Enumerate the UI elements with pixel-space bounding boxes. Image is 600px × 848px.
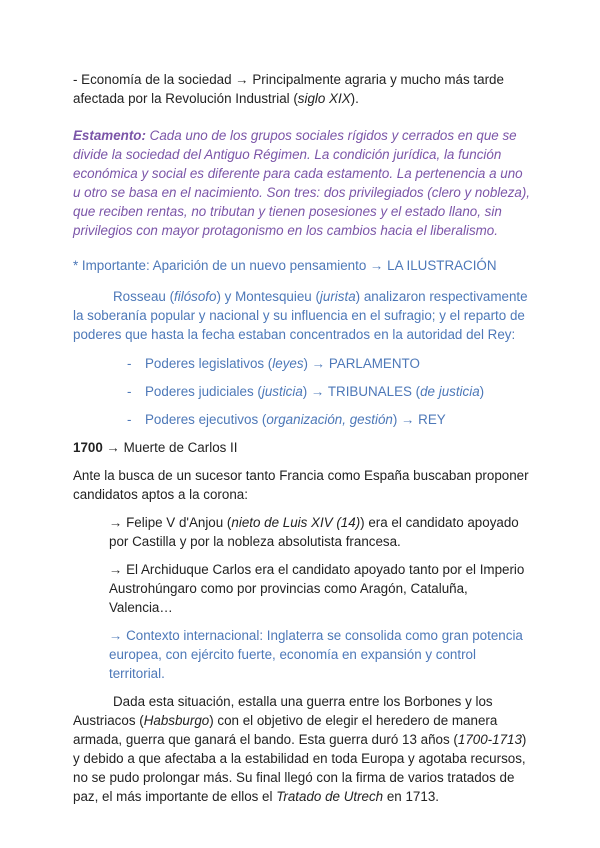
estamento-term: Estamento: [73,128,146,143]
text-span: Poderes ejecutivos ( [145,412,267,427]
text-span: ) con el objetivo de elegir el heredero de manera armada, guerra que ganará el bando. Esta guerra duró 13 años ( [73,713,498,747]
text-span: ) → PARLAMENTO [303,356,420,371]
text-span: ) era el candidato apoyado por Castilla y por la nobleza absolutista francesa. [109,515,519,549]
text-span: ) [479,384,485,399]
bullet-dash: - [127,384,132,399]
sucesor-paragraph: Ante la busca de un sucesor tanto Francia como España buscaban proponer candidatos aptos a la corona: [73,468,529,502]
list-item [73,354,533,373]
italic-span: de justicia [420,384,480,399]
text-span: Dada esta situación, estalla una guerra entre los Borbones y los Austriacos ( [73,694,493,728]
list-item [73,410,533,429]
text-span: ) → REY [392,412,446,427]
document-page [73,70,533,806]
italic-span: 1700-1713 [457,732,522,747]
guerra-paragraph [73,692,533,806]
text-span: Rosseau ( [113,289,175,304]
estamento-text: Cada uno de los grupos sociales rígidos y cerrados en que se divide la sociedad del Antiguo Régimen. La condición jurídica, la función económica y social es diferente para cada estamento. La pertenencia a uno u otro se basa en el nacimiento. Son tres: dos privilegiados (clero y nobleza), que reciben rentas, no tributan y tienen posesiones y el estado llano, sin privilegios con mayor protagonismo en los cambios hacia el liberalismo. [73,128,531,238]
text-span: ) analizaron respectivamente la soberanía popular y nacional y su influencia en el sufragio; y el reparto de poderes que hasta la fecha estaban concentrados en la autoridad del Rey: [73,289,528,342]
text-span: ) y Montesquieu ( [216,289,320,304]
italic-span: justicia [261,384,303,399]
list-item [73,382,533,401]
economia-paragraph [73,70,533,108]
italic-span: nieto de Luis XIV (14) [231,515,361,530]
italic-span: jurista [319,289,356,304]
text-span: ). [350,91,359,106]
year-number: 1700 [73,440,103,455]
text-span: ) → TRIBUNALES ( [302,384,421,399]
estamento-definition [73,126,533,240]
bullet-dash: - [127,412,132,427]
text-span: ) y debido a que afectaba a la estabilidad en toda Europa y agotaba recursos, no se pudo prolongar más. Su final llegó con la firma de varios tratados de paz, el más importante de ellos el [73,732,527,804]
text-span: → Muerte de Carlos II [102,440,238,455]
italic-span: filósofo [174,289,217,304]
text-span: Poderes legislativos ( [145,356,273,371]
italic-span: siglo XIX [297,91,351,106]
felipe-paragraph [73,513,533,551]
importante-note: * Importante: Aparición de un nuevo pensamiento → LA ILUSTRACIÓN [73,258,497,273]
text-span: Poderes judiciales ( [145,384,262,399]
italic-span: Tratado de Utrech [276,789,384,804]
italic-span: Habsburgo [143,713,210,728]
text-span: en 1713. [383,789,439,804]
ilustracion-paragraph [73,287,533,344]
archiduque-paragraph: → El Archiduque Carlos era el candidato apoyado tanto por el Imperio Austrohúngaro como por provincias como Aragón, Cataluña, Valencia… [109,562,525,615]
text-span: → Felipe V d'Anjou ( [109,515,232,530]
year-heading [73,438,533,457]
contexto-paragraph: → Contexto internacional: Inglaterra se consolida como gran potencia europea, con ejército fuerte, economía en expansión y control territorial. [109,628,523,681]
bullet-dash: - [127,356,132,371]
italic-span: leyes [272,356,304,371]
poderes-list [73,354,533,429]
italic-span: organización, gestión [266,412,393,427]
text-span: - Economía de la sociedad → Principalmente agraria y mucho más tarde afectada por la Revolución Industrial ( [73,72,504,106]
